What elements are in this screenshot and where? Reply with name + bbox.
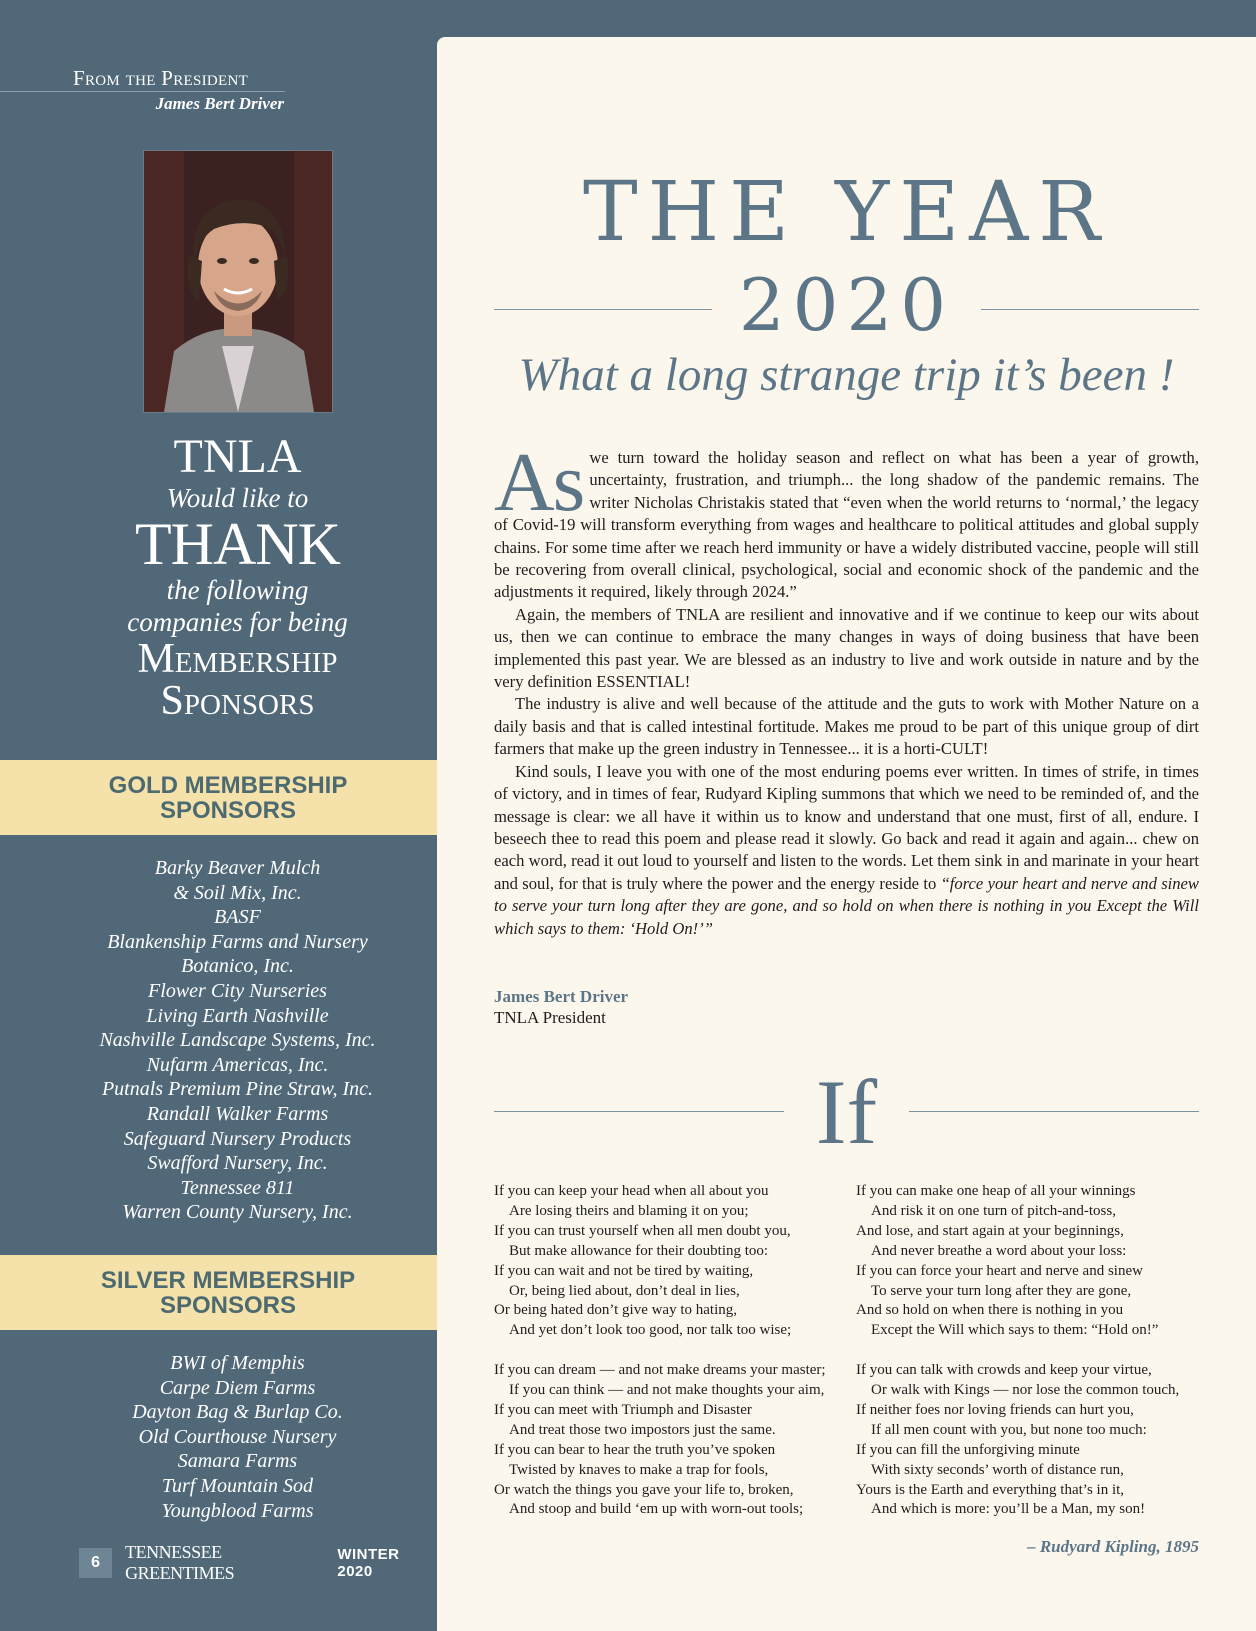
poem-line: Yours is the Earth and everything that’s in it,: [856, 1481, 1125, 1498]
poem-title: If: [815, 1061, 878, 1163]
sponsor-item: Safeguard Nursery Products: [123, 1127, 352, 1150]
article-title-year: 2020: [738, 263, 955, 347]
sponsor-item: Blankenship Farms and Nursery: [107, 930, 368, 953]
poem-line: And yet don’t look too good, nor talk too wise;: [509, 1322, 792, 1339]
silver-sponsors-heading: [0, 1255, 456, 1330]
thank-line-membership: Membership: [137, 636, 338, 682]
paragraph-4: [494, 761, 1199, 940]
paragraph-2: Again, the members of TNLA are resilient and innovative and if we continue to keep our wits about us, then we can continue to embrace the many changes in ways of doing business that have been implemented this past year. We are blessed as an industry to live and work outside in nature and by the very definition ESSENTIAL!: [494, 604, 1199, 692]
poem-line: And stoop and build ‘em up with worn-out tools;: [509, 1501, 804, 1518]
poem-line: If you can make one heap of all your winnings: [856, 1183, 1136, 1199]
poem-line: If neither foes nor loving friends can hurt you,: [856, 1401, 1134, 1418]
page-number: 6: [79, 1548, 112, 1578]
sponsor-item: Warren County Nursery, Inc.: [122, 1201, 353, 1224]
poem-line: To serve your turn long after they are gone,: [871, 1282, 1132, 1299]
paragraph-4-quote: “force your heart and nerve and sinew to serve your turn long after they are gone, and so hold on when there is nothing in you Except the Will which says to them: ‘Hold On!’”: [494, 873, 1199, 938]
article-tagline: What a long strange trip it’s been !: [518, 349, 1175, 401]
thank-line-would-like: Would like to: [166, 483, 309, 513]
poem-rule-right: [909, 1111, 1199, 1112]
stanza-gap: [856, 1341, 1179, 1361]
poem-line: And risk it on one turn of pitch-and-toss,: [871, 1202, 1116, 1219]
title-rule-right: [981, 309, 1199, 310]
thank-line-companies: companies for being: [127, 607, 348, 637]
sponsor-item: Samara Farms: [177, 1450, 298, 1473]
sponsor-item: BWI of Memphis: [170, 1352, 305, 1374]
sponsor-item: Botanico, Inc.: [181, 955, 294, 978]
sponsor-item: Dayton Bag & Burlap Co.: [132, 1401, 343, 1424]
poem-line: Except the Will which says to them: “Hold on!”: [871, 1322, 1159, 1339]
portrait-image: [144, 151, 332, 412]
sponsor-item: Barky Beaver Mulch: [154, 857, 321, 879]
gold-sponsors-list: [0, 856, 475, 1225]
president-photo: [143, 150, 333, 413]
sponsor-item: Turf Mountain Sod: [161, 1474, 314, 1497]
poem-line: But make allowance for their doubting too:: [509, 1242, 769, 1259]
sponsor-item: BASF: [214, 906, 261, 929]
sponsor-item: Youngblood Farms: [161, 1499, 314, 1522]
poem-line: If you can meet with Triumph and Disaster: [494, 1401, 752, 1418]
sponsor-item: Nufarm Americas, Inc.: [146, 1053, 329, 1076]
poem-line: If you can talk with crowds and keep your virtue,: [856, 1362, 1152, 1379]
paragraph-1: [494, 436, 1199, 604]
silver-heading-line2: SPONSORS: [159, 1292, 297, 1319]
poem-line: Or being hated don’t give way to hating,: [494, 1302, 738, 1319]
poem-line: If you can keep your head when all about you: [494, 1183, 769, 1199]
sponsor-item: Living Earth Nashville: [146, 1004, 329, 1027]
thank-line-tnla: TNLA: [173, 430, 302, 483]
poem-attribution: – Rudyard Kipling, 1895: [1027, 1537, 1199, 1556]
section-label: From the President: [73, 66, 249, 90]
gold-heading-line1: GOLD MEMBERSHIP: [108, 772, 348, 799]
gold-heading-line2: SPONSORS: [159, 797, 297, 824]
signature-title: TNLA President: [494, 1008, 606, 1027]
sponsor-item: Swafford Nursery, Inc.: [147, 1152, 328, 1175]
thank-you-heading: [0, 432, 475, 722]
poem-line: If you can force your heart and nerve and sinew: [856, 1262, 1143, 1279]
poem-line: If you can bear to hear the truth you’ve spoken: [494, 1441, 776, 1458]
drop-cap: As: [494, 436, 584, 529]
poem-line: If you can think — and not make thoughts your aim,: [509, 1382, 825, 1399]
article-title: THE YEAR: [582, 165, 1111, 260]
thank-line-thank: THANK: [135, 511, 340, 577]
sponsor-item: Randall Walker Farms: [146, 1102, 329, 1125]
sponsor-item: Nashville Landscape Systems, Inc.: [99, 1029, 376, 1052]
sidebar: [0, 0, 437, 1631]
sponsor-item: Putnals Premium Pine Straw, Inc.: [101, 1078, 374, 1101]
magazine-name: TENNESSEE GREENTIMES: [125, 1542, 235, 1583]
poem-line: Or, being lied about, don’t deal in lies,: [509, 1282, 740, 1299]
paragraph-4-text: Kind souls, I leave you with one of the most enduring poems ever written. In times of strife, in times of victory, and in times of fear, Rudyard Kipling summons that which we need to be reminded of, and the message is clear: we all have it within us to know and understand that one must, first of all, endure. I beseech thee to read this poem and please read it slowly. Go back and read it again and again... chew on each word, read it out loud to yourself and listen to the words. Let them sink in and marinate in your heart and soul, for that is truly where the power and the energy reside to: [494, 761, 1199, 893]
poem-line: If you can wait and not be tired by waiting,: [494, 1262, 754, 1279]
stanza-gap: [494, 1341, 826, 1361]
poem-line: If you can dream — and not make dreams your master;: [494, 1362, 826, 1379]
paragraph-3: The industry is alive and well because of the attitude and the guts to work with Mother Nature on a daily basis and that is called intestinal fortitude. Makes me proud to be part of this unique group of dirt farmers that make up the green industry in Tennessee... it is a horti-CULT!: [494, 694, 1199, 759]
poem-column-left: [494, 1182, 826, 1520]
thank-line-sponsors: Sponsors: [160, 678, 315, 724]
section-rule: [0, 91, 285, 92]
thank-line-following: the following: [166, 575, 309, 605]
author-name: James Bert Driver: [155, 94, 284, 113]
poem-line: And which is more: you’ll be a Man, my son!: [871, 1501, 1146, 1518]
sponsor-item: Tennessee 811: [180, 1176, 295, 1199]
poem-line: And so hold on when there is nothing in you: [856, 1302, 1124, 1319]
poem-line: And lose, and start again at your beginnings,: [856, 1222, 1124, 1239]
poem-line: If all men count with you, but none too much:: [871, 1421, 1147, 1438]
article-panel: [437, 37, 1256, 1631]
paragraph-1-text: we turn toward the holiday season and reflect on what has been a year of growth, uncertainty, frustration, and triumph... the long shadow of the pandemic remains. The writer Nicholas Christakis stated that “even when the world returns to ‘normal,’ the legacy of Covid-19 will transform everything from wages and healthcare to political attitudes and global supply chains. For some time after we reach herd immunity or have a widely distributed vaccine, people will still be recovering from overall clinical, psychological, social and economic shock of the pandemic and the adjustments it required, likely through 2024.”: [494, 448, 1199, 602]
poem-line: And treat those two impostors just the same.: [509, 1421, 776, 1438]
sponsor-item: Flower City Nurseries: [148, 979, 327, 1002]
poem-column-right: [856, 1182, 1179, 1520]
poem-line: Or watch the things you gave your life to, broken,: [494, 1481, 794, 1498]
silver-heading-line1: SILVER MEMBERSHIP: [100, 1267, 356, 1294]
silver-sponsors-list: [0, 1351, 475, 1523]
issue-label: WINTER 2020: [337, 1546, 400, 1580]
sponsor-item: Carpe Diem Farms: [159, 1376, 316, 1399]
poem-line: Are losing theirs and blaming it on you;: [509, 1202, 749, 1219]
poem-line: If you can fill the unforgiving minute: [856, 1441, 1080, 1458]
sponsor-item: Old Courthouse Nursery: [138, 1425, 337, 1448]
poem-line: Twisted by knaves to make a trap for fools,: [509, 1461, 769, 1478]
gold-sponsors-heading: [0, 760, 456, 835]
article-body: [494, 436, 1199, 940]
poem-line: And never breathe a word about your loss:: [871, 1242, 1127, 1259]
poem-line: With sixty seconds’ worth of distance run,: [871, 1461, 1124, 1478]
signature-name: James Bert Driver: [494, 987, 629, 1006]
poem-line: If you can trust yourself when all men doubt you,: [494, 1222, 791, 1239]
sponsor-item: & Soil Mix, Inc.: [173, 881, 302, 904]
page-footer: [79, 1542, 437, 1583]
poem-line: Or walk with Kings — nor lose the common touch,: [871, 1382, 1180, 1399]
